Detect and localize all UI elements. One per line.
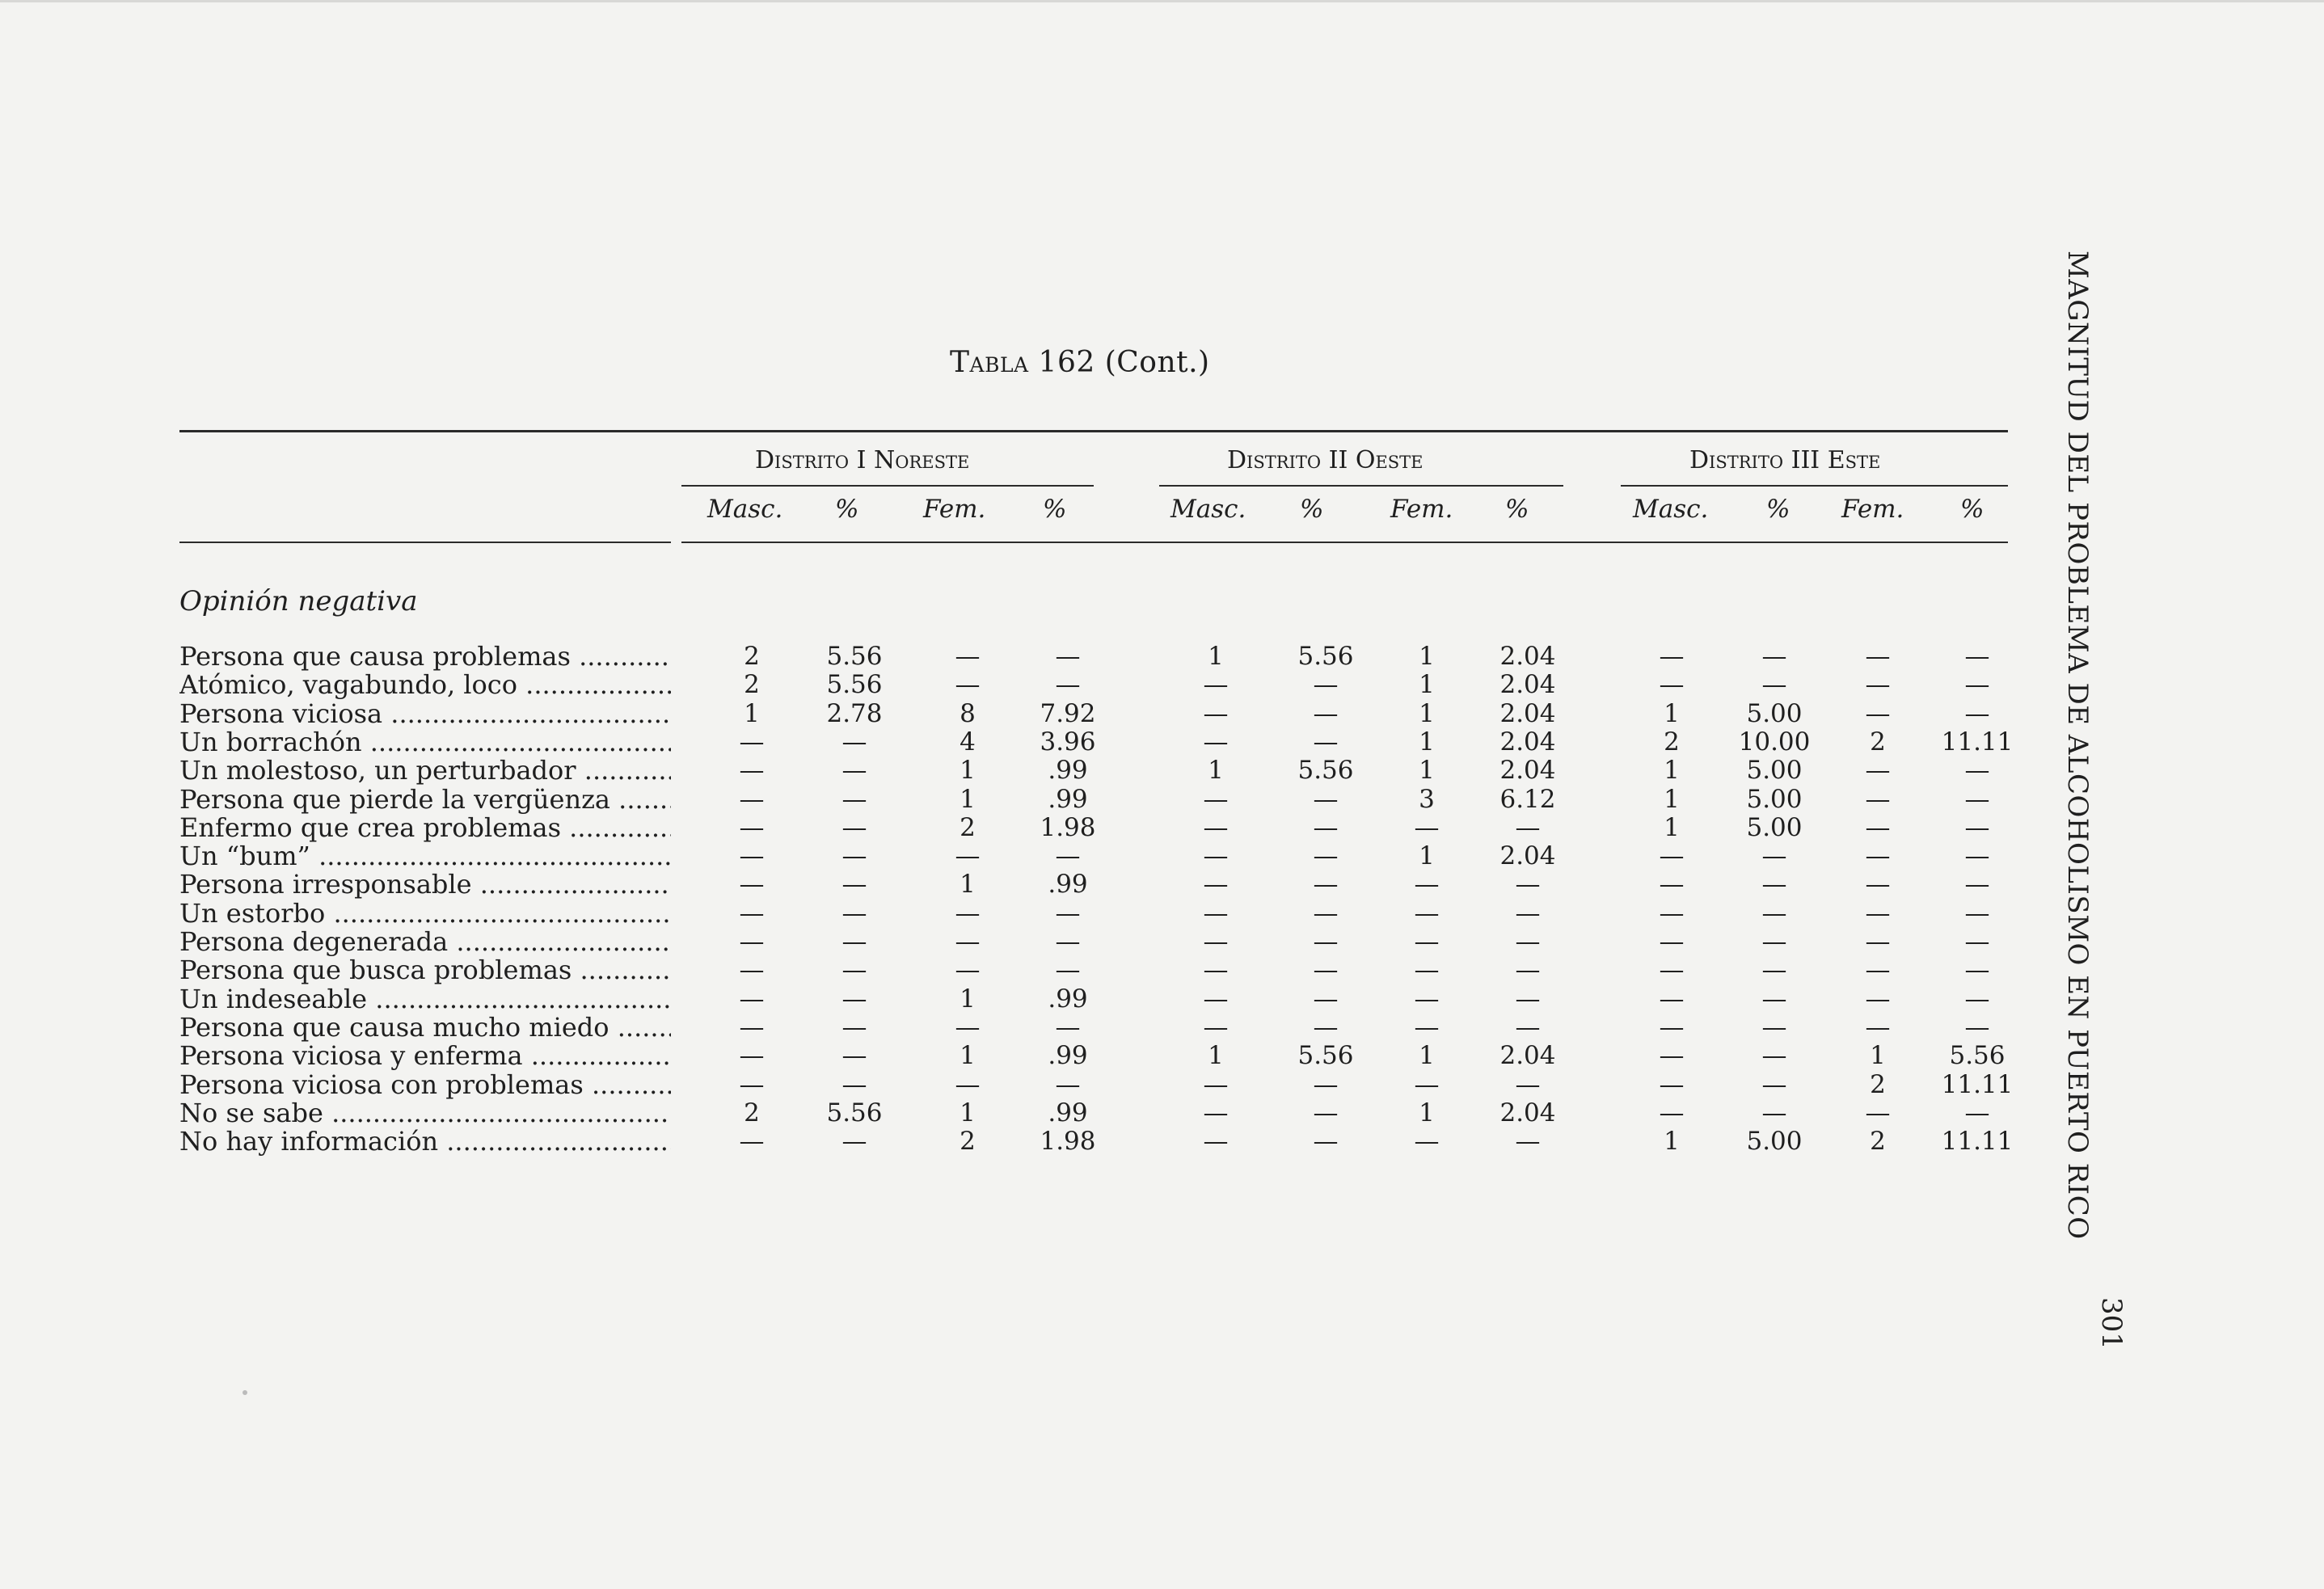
col-header-pct-2: %: [1043, 495, 1067, 524]
table-cell: —: [955, 1069, 981, 1099]
table-cell: 2: [1870, 727, 1886, 757]
table-cell: —: [1964, 841, 1990, 871]
district-header-2: Distrito II Oeste: [1227, 446, 1424, 474]
table-cell: —: [1761, 898, 1787, 928]
table-cell: —: [841, 784, 867, 814]
table-cell: —: [1203, 927, 1229, 956]
table-row: [0, 900, 2324, 928]
col-header-pct-3: %: [1300, 495, 1324, 524]
table-cell: 1: [1870, 1041, 1886, 1071]
table-cell: 5.00: [1746, 784, 1803, 814]
table-cell: —: [1964, 1012, 1990, 1042]
table-cell: 1: [960, 1041, 976, 1071]
row-label: Persona que causa problemas .....: [179, 643, 671, 671]
table-cell: —: [1414, 1127, 1440, 1157]
table-cell: —: [841, 898, 867, 928]
table-cell: —: [1313, 670, 1339, 700]
row-label: No hay información .....: [179, 1127, 671, 1156]
table-cell: —: [1964, 784, 1990, 814]
table-cell: —: [841, 1069, 867, 1099]
table-cell: —: [1515, 955, 1541, 985]
table-cell: 2.04: [1499, 727, 1556, 757]
table-cell: —: [739, 756, 765, 786]
row-label: Persona viciosa .....: [179, 700, 671, 728]
col-header-pct-5: %: [1766, 495, 1790, 524]
table-cell: —: [739, 955, 765, 985]
col-header-pct-1: %: [835, 495, 859, 524]
table-cell: —: [1515, 984, 1541, 1014]
table-cell: —: [1865, 756, 1891, 786]
table-cell: 2: [1870, 1069, 1886, 1099]
table-cell: —: [841, 984, 867, 1014]
table-cell: 1: [1208, 1041, 1224, 1071]
table-cell: 1: [744, 698, 760, 728]
table-cell: —: [1761, 870, 1787, 900]
col-header-masc-1: Masc.: [707, 495, 783, 524]
table-cell: —: [1515, 1012, 1541, 1042]
table-cell: 1: [960, 870, 976, 900]
table-cell: 5.56: [826, 1098, 883, 1127]
row-label: Un indeseable .....: [179, 985, 671, 1014]
table-cell: —: [1659, 870, 1685, 900]
table-cell: —: [955, 642, 981, 671]
table-row: [0, 643, 2324, 671]
top-edge-line: [0, 0, 2324, 2]
table-cell: —: [1055, 1069, 1081, 1099]
table-cell: 5.00: [1746, 812, 1803, 842]
table-cell: —: [1414, 955, 1440, 985]
table-cell: —: [1659, 841, 1685, 871]
table-cell: —: [955, 927, 981, 956]
table-cell: —: [841, 955, 867, 985]
columns-header-rule: [681, 542, 2008, 543]
table-cell: 2.78: [826, 698, 883, 728]
col-header-pct-4: %: [1505, 495, 1529, 524]
table-cell: 5.56: [1297, 642, 1354, 671]
table-cell: —: [1761, 927, 1787, 956]
table-cell: 1: [960, 784, 976, 814]
table-cell: —: [1964, 812, 1990, 842]
table-cell: 4: [960, 727, 976, 757]
table-cell: 5.00: [1746, 1127, 1803, 1157]
table-cell: —: [1313, 841, 1339, 871]
table-cell: —: [1865, 870, 1891, 900]
table-cell: —: [1761, 1012, 1787, 1042]
table-cell: —: [1865, 898, 1891, 928]
table-cell: 1.98: [1040, 812, 1096, 842]
row-label: Persona que causa mucho miedo .....: [179, 1014, 671, 1042]
col-header-fem-2: Fem.: [1390, 495, 1453, 524]
table-cell: —: [1414, 812, 1440, 842]
table-cell: —: [841, 812, 867, 842]
table-cell: 5.56: [826, 642, 883, 671]
table-cell: —: [1964, 870, 1990, 900]
table-row: [0, 1127, 2324, 1156]
table-cell: 2: [744, 642, 760, 671]
table-cell: 2.04: [1499, 642, 1556, 671]
table-cell: —: [955, 955, 981, 985]
table-cell: —: [739, 1127, 765, 1157]
row-label: No se sabe .....: [179, 1099, 671, 1127]
table-cell: —: [1761, 984, 1787, 1014]
table-cell: —: [841, 841, 867, 871]
table-cell: —: [1964, 670, 1990, 700]
table-cell: —: [1761, 1069, 1787, 1099]
row-label: Un “bum” .....: [179, 842, 671, 870]
district-3-underline: [1621, 485, 2008, 487]
table-cell: —: [739, 1012, 765, 1042]
row-label: Persona degenerada .....: [179, 928, 671, 956]
table-title: [950, 346, 1210, 379]
table-row: [0, 842, 2324, 870]
table-cell: —: [1964, 927, 1990, 956]
row-label: Persona que pierde la vergüenza .....: [179, 786, 671, 814]
table-cell: —: [1313, 927, 1339, 956]
col-header-pct-6: %: [1960, 495, 1984, 524]
table-cell: —: [1659, 955, 1685, 985]
table-cell: —: [1865, 812, 1891, 842]
table-cell: —: [1313, 698, 1339, 728]
table-cell: —: [1313, 1012, 1339, 1042]
table-cell: 5.00: [1746, 698, 1803, 728]
table-cell: —: [1964, 698, 1990, 728]
table-cell: —: [1761, 670, 1787, 700]
table-cell: —: [1865, 927, 1891, 956]
district-header-3: Distrito III Este: [1689, 446, 1881, 474]
table-cell: 5.56: [1297, 756, 1354, 786]
table-cell: —: [1203, 784, 1229, 814]
table-cell: 1.98: [1040, 1127, 1096, 1157]
table-cell: —: [1313, 727, 1339, 757]
table-cell: —: [1414, 870, 1440, 900]
table-row: [0, 1014, 2324, 1042]
table-title-prefix: Tabla: [950, 346, 1029, 379]
table-cell: 2.04: [1499, 698, 1556, 728]
table-cell: 1: [1419, 841, 1435, 871]
table-cell: 1: [960, 1098, 976, 1127]
table-cell: 1: [1419, 1041, 1435, 1071]
table-cell: 1: [1664, 698, 1680, 728]
table-cell: 1: [1664, 812, 1680, 842]
table-cell: —: [1203, 870, 1229, 900]
col-header-masc-3: Masc.: [1633, 495, 1709, 524]
table-cell: —: [1203, 1069, 1229, 1099]
col-header-fem-3: Fem.: [1841, 495, 1904, 524]
table-cell: —: [739, 784, 765, 814]
table-cell: —: [1414, 1012, 1440, 1042]
page-number: 301: [2095, 1297, 2128, 1350]
table-cell: 2: [1870, 1127, 1886, 1157]
table-cell: —: [1964, 756, 1990, 786]
table-cell: —: [1964, 1098, 1990, 1127]
table-cell: —: [1313, 784, 1339, 814]
table-cell: —: [841, 1127, 867, 1157]
table-cell: —: [1203, 841, 1229, 871]
col-header-masc-2: Masc.: [1170, 495, 1246, 524]
table-cell: 1: [960, 756, 976, 786]
table-cell: —: [1313, 984, 1339, 1014]
table-row: [0, 1071, 2324, 1099]
table-cell: —: [1313, 898, 1339, 928]
table-cell: —: [1515, 812, 1541, 842]
table-cell: —: [1964, 642, 1990, 671]
table-cell: —: [1203, 812, 1229, 842]
table-cell: —: [1313, 955, 1339, 985]
table-cell: 1: [1664, 784, 1680, 814]
table-cell: —: [1313, 1127, 1339, 1157]
table-cell: —: [1313, 812, 1339, 842]
table-cell: —: [1515, 1069, 1541, 1099]
table-cell: 3.96: [1040, 727, 1096, 757]
table-cell: —: [739, 841, 765, 871]
table-cell: —: [1659, 984, 1685, 1014]
table-cell: —: [955, 898, 981, 928]
table-cell: —: [739, 727, 765, 757]
table-cell: .99: [1048, 1098, 1088, 1127]
table-cell: —: [841, 1012, 867, 1042]
table-row: [0, 1099, 2324, 1127]
table-cell: 5.56: [1297, 1041, 1354, 1071]
table-cell: —: [1203, 898, 1229, 928]
table-cell: 2.04: [1499, 670, 1556, 700]
table-cell: —: [1659, 898, 1685, 928]
table-cell: —: [1055, 670, 1081, 700]
table-cell: —: [1761, 1098, 1787, 1127]
table-row: [0, 728, 2324, 757]
table-cell: .99: [1048, 756, 1088, 786]
table-row: [0, 814, 2324, 842]
table-cell: —: [841, 727, 867, 757]
table-cell: —: [1865, 1098, 1891, 1127]
table-cell: .99: [1048, 1041, 1088, 1071]
table-cell: —: [1515, 898, 1541, 928]
table-cell: —: [1761, 1041, 1787, 1071]
table-cell: —: [739, 870, 765, 900]
table-cell: 6.12: [1499, 784, 1556, 814]
table-cell: —: [1313, 870, 1339, 900]
row-label: Enfermo que crea problemas .....: [179, 814, 671, 842]
table-cell: —: [955, 670, 981, 700]
table-cell: 11.11: [1941, 727, 2014, 757]
table-title-rest: 162 (Cont.): [1028, 346, 1210, 379]
table-cell: —: [1313, 1069, 1339, 1099]
row-label: Persona viciosa con problemas .....: [179, 1071, 671, 1099]
table-cell: .99: [1048, 784, 1088, 814]
table-cell: —: [1414, 984, 1440, 1014]
row-label: Persona que busca problemas .....: [179, 956, 671, 984]
table-cell: —: [1761, 841, 1787, 871]
table-cell: —: [1964, 984, 1990, 1014]
table-cell: 2.04: [1499, 841, 1556, 871]
table-cell: —: [1203, 984, 1229, 1014]
table-cell: 1: [1208, 642, 1224, 671]
table-cell: —: [1659, 642, 1685, 671]
table-cell: —: [1515, 927, 1541, 956]
table-cell: —: [841, 870, 867, 900]
table-cell: —: [1203, 1012, 1229, 1042]
table-cell: —: [955, 1012, 981, 1042]
table-cell: —: [1203, 1127, 1229, 1157]
table-row: [0, 985, 2324, 1014]
row-label: Atómico, vagabundo, loco .....: [179, 671, 671, 699]
table-cell: .99: [1048, 984, 1088, 1014]
table-cell: 2: [744, 670, 760, 700]
table-cell: —: [1414, 927, 1440, 956]
table-cell: —: [1865, 784, 1891, 814]
table-cell: —: [1659, 1069, 1685, 1099]
col-header-fem-1: Fem.: [923, 495, 986, 524]
table-cell: —: [841, 927, 867, 956]
table-top-rule: [179, 430, 2008, 432]
table-cell: —: [1055, 955, 1081, 985]
table-cell: 3: [1419, 784, 1435, 814]
table-row: [0, 1042, 2324, 1070]
table-cell: —: [739, 927, 765, 956]
table-cell: —: [1659, 1041, 1685, 1071]
table-row: [0, 956, 2324, 984]
table-cell: —: [1865, 698, 1891, 728]
table-cell: —: [1414, 1069, 1440, 1099]
table-cell: —: [1659, 927, 1685, 956]
table-cell: —: [739, 1069, 765, 1099]
table-cell: —: [1865, 841, 1891, 871]
table-cell: 10.00: [1738, 727, 1811, 757]
paper-speck: [243, 1390, 247, 1395]
table-cell: —: [739, 812, 765, 842]
table-row: [0, 671, 2324, 699]
table-cell: —: [955, 841, 981, 871]
table-cell: —: [841, 756, 867, 786]
table-cell: 2: [960, 812, 976, 842]
table-cell: .99: [1048, 870, 1088, 900]
table-cell: 1: [1208, 756, 1224, 786]
table-cell: 1: [1419, 642, 1435, 671]
table-cell: —: [1055, 927, 1081, 956]
table-row: [0, 928, 2324, 956]
table-row: [0, 700, 2324, 728]
table-cell: —: [1313, 1098, 1339, 1127]
table-cell: 11.11: [1941, 1069, 2014, 1099]
table-cell: 1: [1419, 698, 1435, 728]
table-cell: —: [1203, 955, 1229, 985]
row-label: Persona viciosa y enferma .....: [179, 1042, 671, 1070]
table-cell: 1: [1419, 670, 1435, 700]
table-cell: 2.04: [1499, 756, 1556, 786]
table-cell: —: [1515, 1127, 1541, 1157]
table-cell: —: [1659, 1098, 1685, 1127]
section-label: Opinión negativa: [179, 585, 418, 617]
table-cell: —: [1515, 870, 1541, 900]
table-cell: 2: [1664, 727, 1680, 757]
table-cell: 7.92: [1040, 698, 1096, 728]
table-cell: 1: [1419, 756, 1435, 786]
running-head: MAGNITUD DEL PROBLEMA DE ALCOHOLISMO EN PUERTO RICO: [2061, 251, 2094, 1240]
table-cell: —: [1203, 727, 1229, 757]
table-cell: —: [1761, 642, 1787, 671]
table-cell: 5.00: [1746, 756, 1803, 786]
table-cell: —: [1203, 1098, 1229, 1127]
table-cell: 1: [1419, 1098, 1435, 1127]
stub-header-rule: [179, 542, 671, 543]
table-cell: —: [1865, 642, 1891, 671]
table-cell: —: [1865, 1012, 1891, 1042]
table-cell: —: [1055, 642, 1081, 671]
table-row: [0, 757, 2324, 785]
table-cell: 8: [960, 698, 976, 728]
table-cell: —: [841, 1041, 867, 1071]
table-cell: —: [1761, 955, 1787, 985]
table-cell: 2: [744, 1098, 760, 1127]
table-cell: —: [1964, 898, 1990, 928]
table-cell: —: [1203, 670, 1229, 700]
row-label: Un molestoso, un perturbador .....: [179, 757, 671, 785]
table-cell: —: [739, 984, 765, 1014]
row-label: Un estorbo .....: [179, 900, 671, 928]
table-row: [0, 870, 2324, 899]
table-cell: 1: [1664, 756, 1680, 786]
table-cell: 1: [1664, 1127, 1680, 1157]
table-row: [0, 786, 2324, 814]
table-cell: —: [1055, 898, 1081, 928]
table-cell: 2: [960, 1127, 976, 1157]
table-cell: —: [739, 1041, 765, 1071]
row-label: Persona irresponsable .....: [179, 870, 671, 899]
table-cell: —: [1659, 1012, 1685, 1042]
table-cell: —: [1865, 984, 1891, 1014]
table-cell: —: [1964, 955, 1990, 985]
row-label: Un borrachón .....: [179, 728, 671, 757]
table-cell: —: [1865, 670, 1891, 700]
table-cell: —: [1865, 955, 1891, 985]
district-1-underline: [681, 485, 1094, 487]
district-2-underline: [1159, 485, 1563, 487]
table-cell: 2.04: [1499, 1041, 1556, 1071]
table-cell: —: [1055, 1012, 1081, 1042]
table-cell: —: [1414, 898, 1440, 928]
table-cell: 5.56: [1949, 1041, 2006, 1071]
table-cell: —: [1203, 698, 1229, 728]
table-cell: —: [1055, 841, 1081, 871]
table-cell: 1: [1419, 727, 1435, 757]
table-cell: 5.56: [826, 670, 883, 700]
district-header-1: Distrito I Noreste: [755, 446, 970, 474]
table-cell: 1: [960, 984, 976, 1014]
table-cell: —: [739, 898, 765, 928]
table-cell: 2.04: [1499, 1098, 1556, 1127]
table-cell: —: [1659, 670, 1685, 700]
table-cell: 11.11: [1941, 1127, 2014, 1157]
